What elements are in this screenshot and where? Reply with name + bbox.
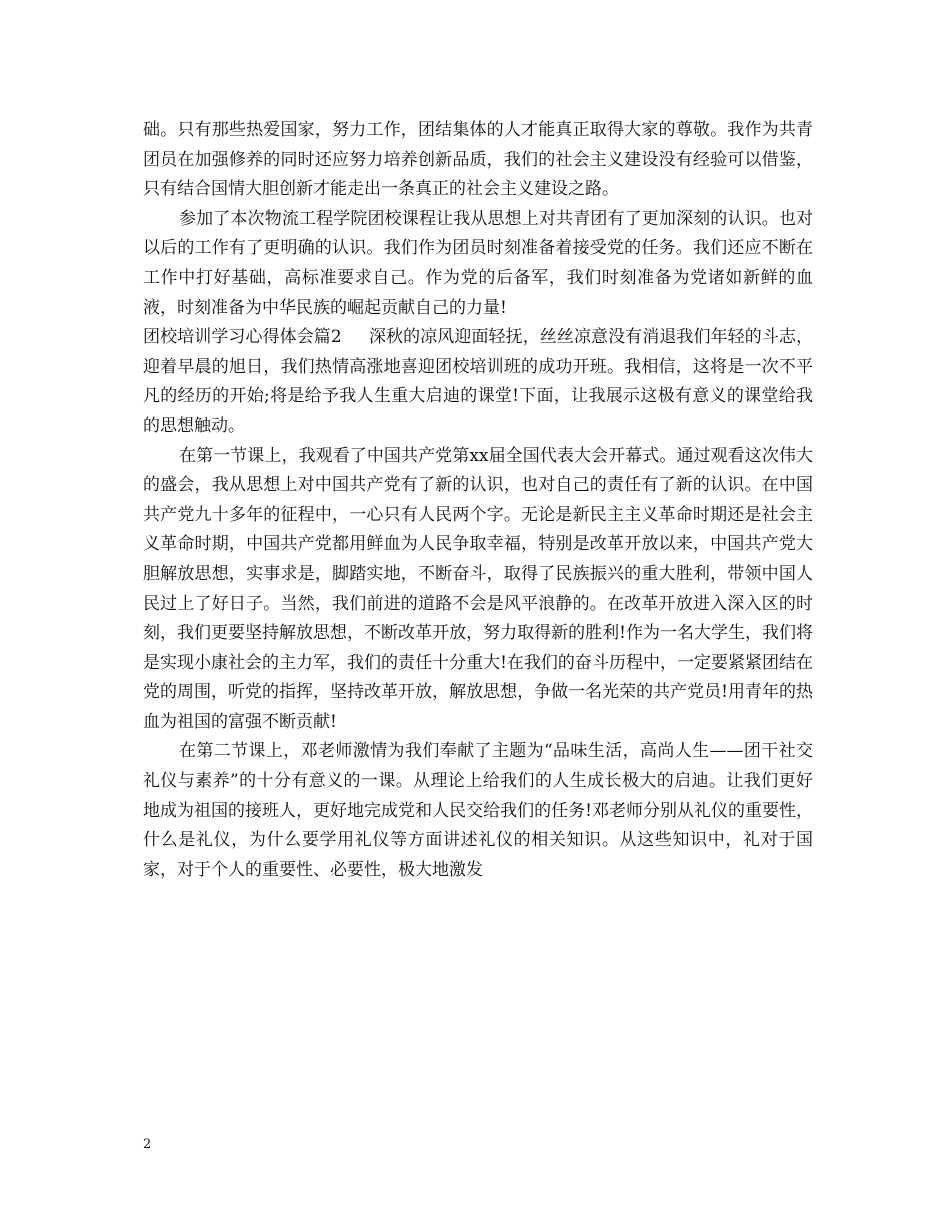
section-heading: 团校培训学习心得体会篇2 bbox=[143, 327, 342, 348]
paragraph-5 bbox=[143, 737, 813, 885]
paragraph-3-text: 深秋的凉风迎面轻抚，丝丝凉意没有消退我们年轻的斗志，迎着早晨的旭日，我们热情高涨地喜迎团校培训班的成功开班。我相信，这将是一次不平凡的经历的开始;将是给予我人生重大启迪的课堂!下面，让我展示这极有意义的课堂给我的思想触动。 bbox=[143, 327, 813, 436]
document-body bbox=[143, 116, 813, 885]
paragraph-4 bbox=[143, 442, 813, 738]
paragraph-1-text: 础。只有那些热爱国家，努力工作，团结集体的人才能真正取得大家的尊敬。我作为共青团员在加强修养的同时还应努力培养创新品质，我们的社会主义建设没有经验可以借鉴，只有结合国情大胆创新才能走出一条真正的社会主义建设之路。 bbox=[143, 120, 813, 200]
page-number: 2 bbox=[143, 1137, 152, 1152]
paragraph-5-text: 在第二节课上，邓老师激情为我们奉献了主题为“品味生活，高尚人生——团干社交礼仪与素养”的十分有意义的一课。从理论上给我们的人生成长极大的启迪。让我们更好地成为祖国的接班人，更好地完成党和人民交给我们的任务!邓老师分别从礼仪的重要性，什么是礼仪，为什么要学用礼仪等方面讲述礼仪的相关知识。从这些知识中，礼对于国家，对于个人的重要性、必要性，极大地激发 bbox=[143, 741, 813, 880]
paragraph-1 bbox=[143, 116, 813, 205]
paragraph-3 bbox=[143, 323, 813, 441]
paragraph-2 bbox=[143, 205, 813, 323]
paragraph-4-text: 在第一节课上，我观看了中国共产党第xx届全国代表大会开幕式。通过观看这次伟大的盛会，我从思想上对中国共产党有了新的认识，也对自己的责任有了新的认识。在中国共产党九十多年的征程中，一心只有人民两个字。无论是新民主主义革命时期还是社会主义革命时期，中国共产党都用鲜血为人民争取幸福，特别是改革开放以来，中国共产党大胆解放思想，实事求是，脚踏实地，不断奋斗，取得了民族振兴的重大胜利，带领中国人民过上了好日子。当然，我们前进的道路不会是风平浪静的。在改革开放进入深入区的时刻，我们更要坚持解放思想，不断改革开放，努力取得新的胜利!作为一名大学生，我们将是实现小康社会的主力军，我们的责任十分重大!在我们的奋斗历程中，一定要紧紧团结在党的周围，听党的指挥，坚持改革开放，解放思想，争做一名光荣的共产党员!用青年的热血为祖国的富强不断贡献! bbox=[143, 445, 813, 732]
paragraph-2-text: 参加了本次物流工程学院团校课程让我从思想上对共青团有了更加深刻的认识。也对以后的工作有了更明确的认识。我们作为团员时刻准备着接受党的任务。我们还应不断在工作中打好基础，高标准要求自己。作为党的后备军，我们时刻准备为党诸如新鲜的血液，时刻准备为中华民族的崛起贡献自己的力量! bbox=[143, 208, 813, 318]
